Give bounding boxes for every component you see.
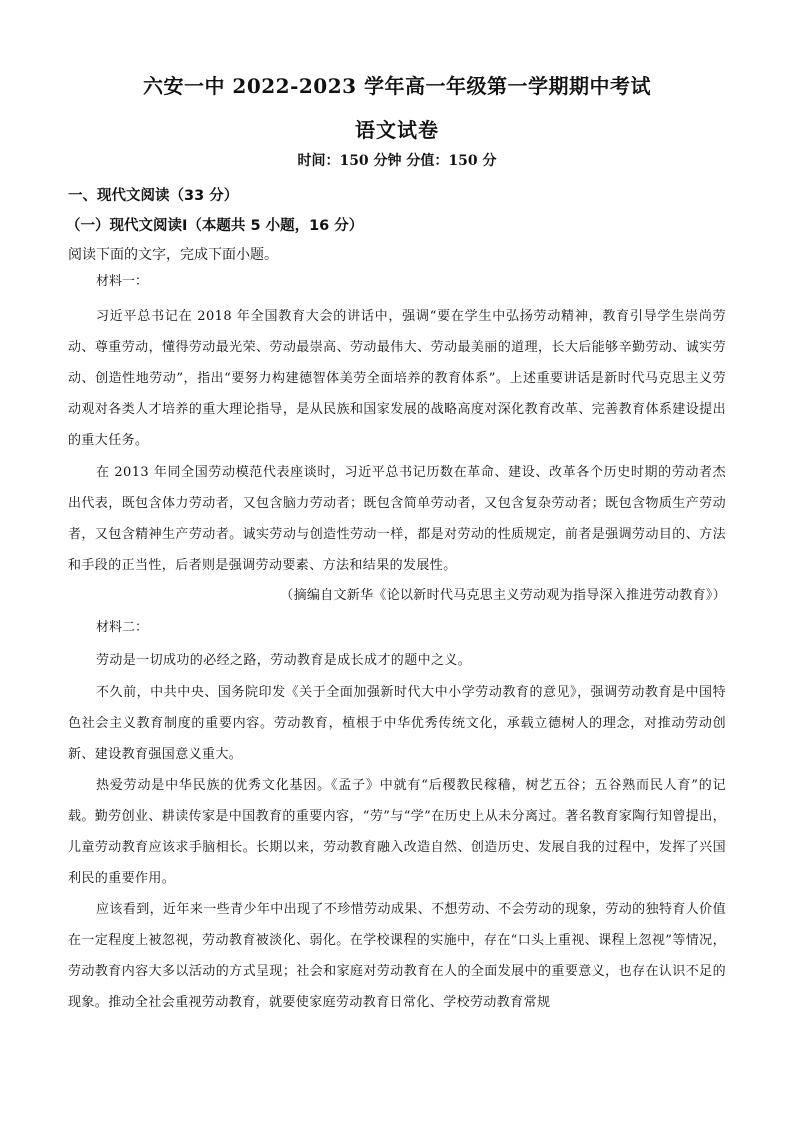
section-heading: 一、现代文阅读（33 分） bbox=[68, 188, 239, 204]
material-one-source: （摘编自文新华《论以新时代马克思主义劳动观为指导深入推进劳动教育》） bbox=[280, 588, 726, 603]
material-two-paragraph-3: 热爱劳动是中华民族的优秀文化基因。《孟子》中就有“后稷教民稼穑，树艺五谷；五谷熟而民人育”的记载。勤劳创业、耕读传家是中国教育的重要内容，“劳”与“学”在历史上从未分离过。著名教育家陶行知曾提出，儿童劳动教育应该求手脑相长。长期以来，劳动教育融入改造自然、创造历史、发展自我的过程中，发挥了兴国利民的重要作用。 bbox=[68, 778, 726, 886]
material-two-paragraph-4: 应该看到，近年来一些青少年中出现了不珍惜劳动成果、不想劳动、不会劳动的现象，劳动的独特育人价值在一定程度上被忽视，劳动教育被淡化、弱化。在学校课程的实施中，存在“口头上重视、课程上忽视”等情况，劳动教育内容大多以活动的方式呈现；社会和家庭对劳动教育在人的全面发展中的重要意义，也存在认识不足的现象。推动全社会重视劳动教育，就要使家庭劳动教育日常化、学校劳动教育常规 bbox=[68, 902, 726, 1010]
reading-instruction: 阅读下面的文字，完成下面小题。 bbox=[68, 247, 278, 263]
material-two-paragraph-1: 劳动是一切成功的必经之路，劳动教育是成长成才的题中之义。 bbox=[96, 653, 472, 668]
material-one-label: 材料一： bbox=[96, 274, 149, 289]
material-two-paragraph-2: 不久前，中共中央、国务院印发《关于全面加强新时代大中小学劳动教育的意见》，强调劳动教育是中国特色社会主义教育制度的重要内容。劳动教育，植根于中华优秀传统文化，承载立德树人的理念，对推动劳动创新、建设教育强国意义重大。 bbox=[68, 685, 726, 762]
exam-subtitle: 语文试卷 bbox=[355, 118, 439, 142]
subsection-heading: （一）现代文阅读Ⅰ（本题共 5 小题，16 分） bbox=[66, 218, 364, 234]
exam-meta: 时间：150 分钟 分值：150 分 bbox=[297, 153, 497, 169]
material-one-paragraph-2: 在 2013 年同全国劳动模范代表座谈时，习近平总书记历数在革命、建设、改革各个历史时期的劳动者杰出代表，既包含体力劳动者，又包含脑力劳动者；既包含简单劳动者，又包含复杂劳动者；既包含物质生产劳动者，又包含精神生产劳动者。诚实劳动与创造性劳动一样，都是对劳动的性质规定，前者是强调劳动目的、方法和手段的正当性，后者则是强调劳动要素、方法和结果的发展性。 bbox=[68, 465, 726, 573]
material-one-paragraph-1: 习近平总书记在 2018 年全国教育大会的讲话中，强调“要在学生中弘扬劳动精神，教育引导学生崇尚劳动、尊重劳动，懂得劳动最光荣、劳动最崇高、劳动最伟大、劳动最美丽的道理，长大后能够辛勤劳动、诚实劳动、创造性地劳动”，指出“要努力构建德智体美劳全面培养的教育体系”。上述重要讲话是新时代马克思主义劳动观对各类人才培养的重大理论指导，是从民族和国家发展的战略高度对深化教育改革、完善教育体系建设提出的重大任务。 bbox=[68, 309, 726, 448]
material-two-label: 材料二： bbox=[96, 620, 149, 635]
exam-title: 六安一中 2022-2023 学年高一年级第一学期期中考试 bbox=[142, 74, 652, 98]
